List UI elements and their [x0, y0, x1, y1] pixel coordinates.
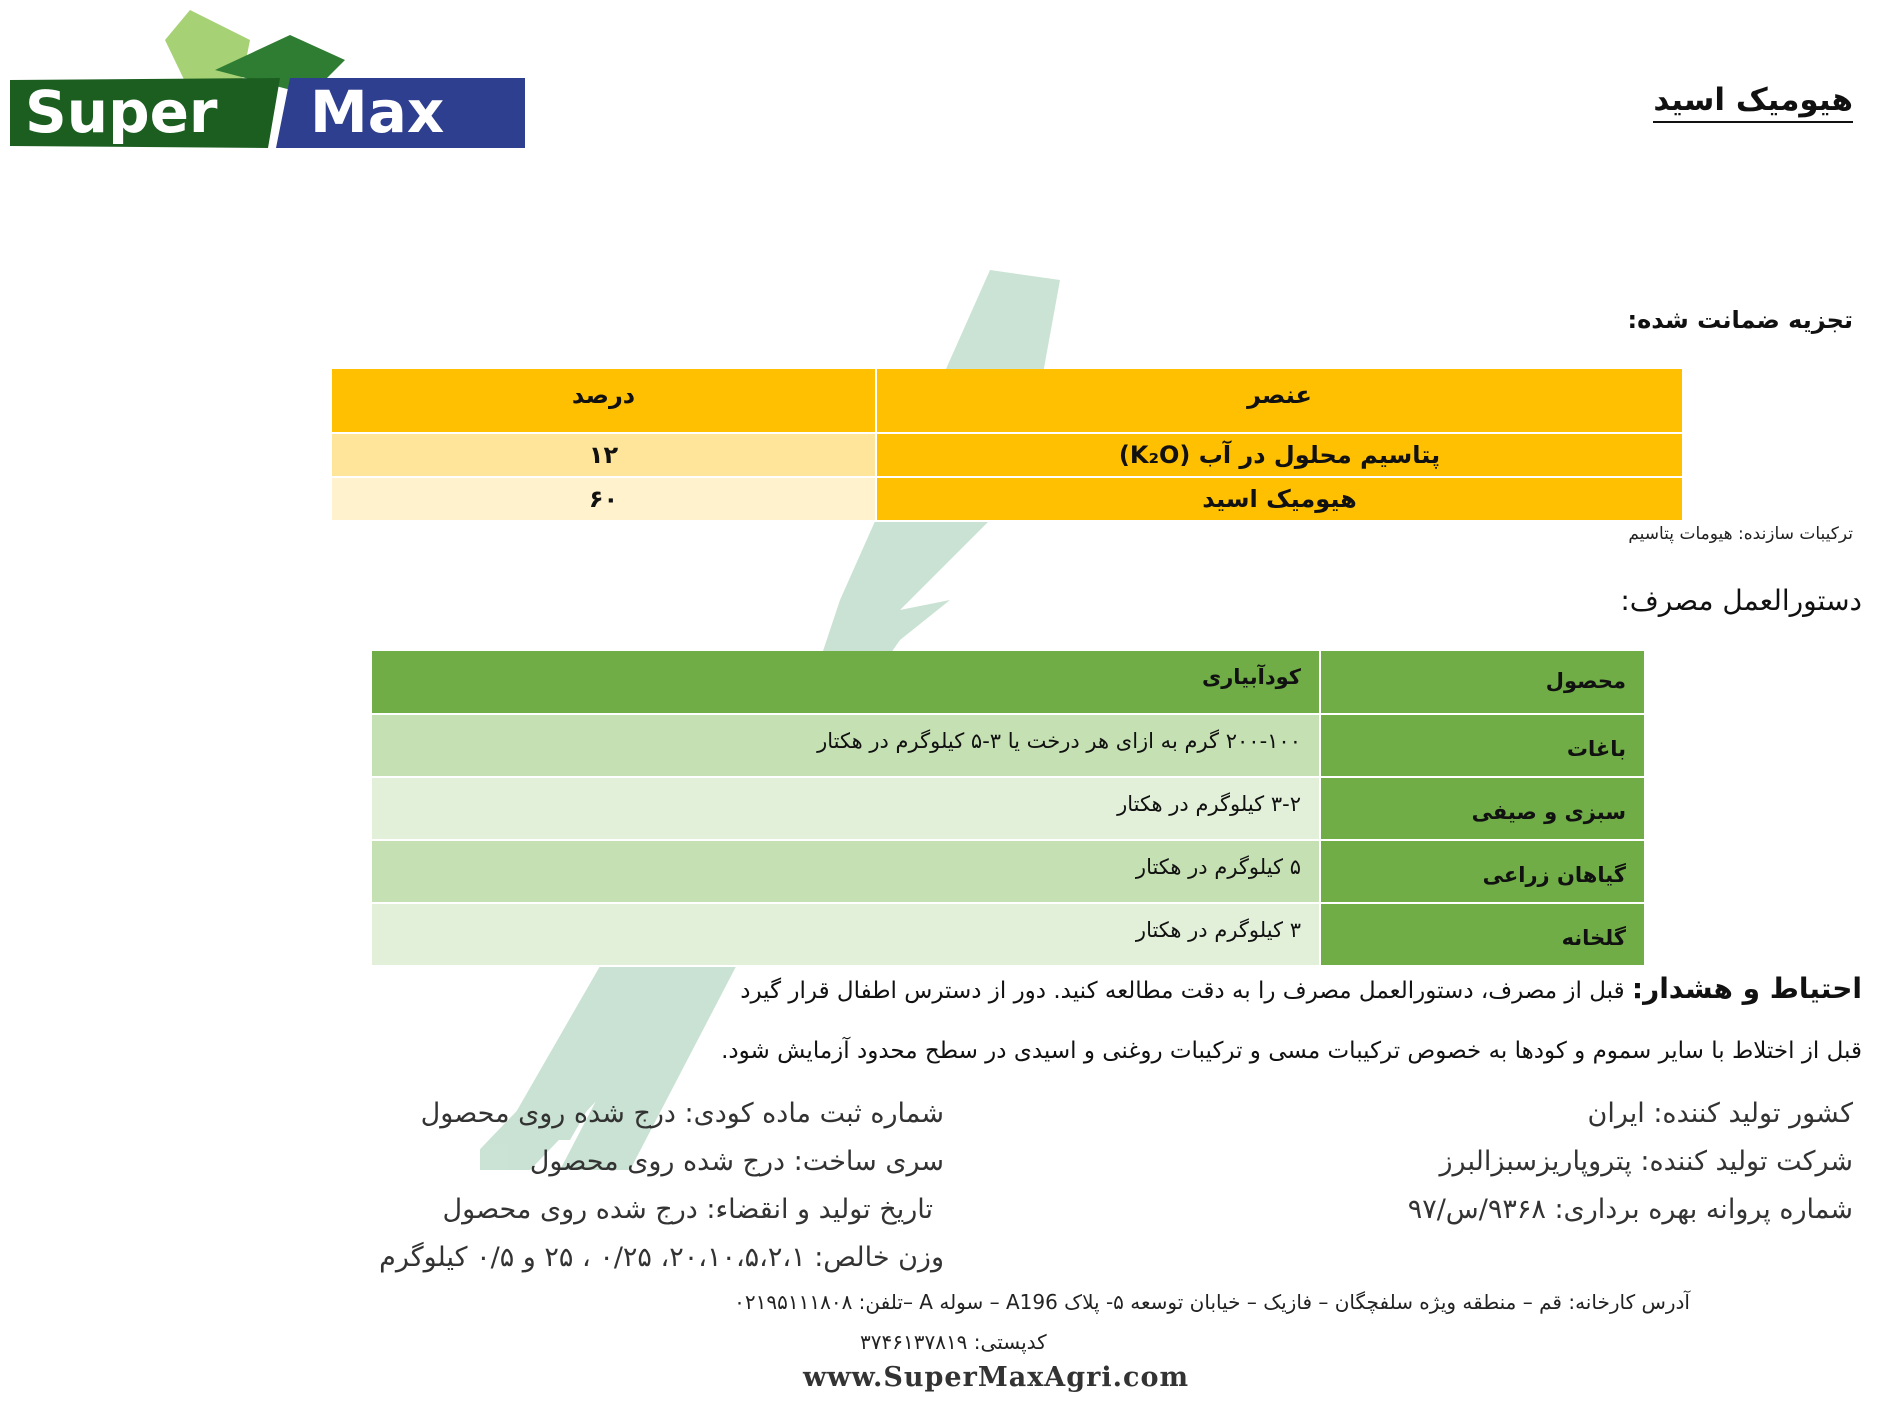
- usage-rate-cell: ۳ کیلوگرم در هکتار: [372, 903, 1320, 966]
- logo-text-max: Max: [310, 78, 445, 146]
- page-title: هیومیک اسید: [1653, 82, 1853, 123]
- usage-product-cell: باغات: [1320, 714, 1644, 777]
- analysis-percent-cell: ۶۰: [332, 477, 876, 521]
- analysis-percent-cell: ۱۲: [332, 433, 876, 477]
- supermax-logo: [0, 0, 540, 160]
- analysis-element-cell: پتاسیم محلول در آب (K₂O): [876, 433, 1682, 477]
- info-license: شماره پروانه بهره برداری: ۹۳۶۸/س/۹۷: [1407, 1194, 1853, 1225]
- table-row: [372, 903, 1644, 966]
- mixing-note: قبل از اختلاط با سایر سموم و کودها به خصوص ترکیبات مسی و ترکیبات روغنی و اسیدی در سطح محدود آزمایش شود.: [721, 1038, 1862, 1064]
- analysis-header-row: [332, 369, 1682, 433]
- website-link[interactable]: www.SuperMaxAgri.com: [803, 1362, 1190, 1393]
- caution-line: [740, 972, 1862, 1005]
- table-row: [372, 840, 1644, 903]
- usage-rate-cell: ۳-۲ کیلوگرم در هکتار: [372, 777, 1320, 840]
- usage-rate-cell: ۲۰۰-۱۰۰ گرم به ازای هر درخت یا ۳-۵ کیلوگرم در هکتار: [372, 714, 1320, 777]
- usage-table: [372, 651, 1644, 967]
- components-line: ترکیبات سازنده: هیومات پتاسیم: [1628, 524, 1853, 544]
- info-batch: سری ساخت: درج شده روی محصول: [529, 1146, 944, 1177]
- info-registration: شماره ثبت ماده کودی: درج شده روی محصول: [420, 1098, 944, 1129]
- factory-address: آدرس کارخانه: قم – منطقه ویژه سلفچگان – فازیک – خیابان توسعه ۵- پلاک A196 – سوله A –تلفن: ۰۲۱۹۵۱۱۱۸۰۸: [734, 1290, 1690, 1314]
- usage-product-cell: گلخانه: [1320, 903, 1644, 966]
- usage-header-product: محصول: [1320, 651, 1644, 714]
- guaranteed-analysis-heading: تجزیه ضمانت شده:: [1627, 306, 1853, 334]
- caution-label: احتیاط و هشدار:: [1631, 972, 1862, 1005]
- usage-heading: دستورالعمل مصرف:: [1620, 584, 1862, 617]
- table-row: [372, 714, 1644, 777]
- logo-text-super: Super: [25, 78, 218, 146]
- analysis-header-element: عنصر: [876, 369, 1682, 433]
- usage-header-row: [372, 651, 1644, 714]
- info-dates: تاریخ تولید و انقضاء: درج شده روی محصول: [442, 1194, 933, 1225]
- analysis-table: [332, 369, 1682, 522]
- caution-text: قبل از مصرف، دستورالعمل مصرف را به دقت مطالعه کنید. دور از دسترس اطفال قرار گیرد: [740, 978, 1632, 1004]
- info-country: کشور تولید کننده: ایران: [1587, 1098, 1853, 1129]
- info-company: شرکت تولید کننده: پتروپاریزسبزالبرز: [1439, 1146, 1853, 1177]
- table-row: [332, 433, 1682, 477]
- postal-code: کدپستی: ۳۷۴۶۱۳۷۸۱۹: [860, 1330, 1047, 1354]
- usage-product-cell: سبزی و صیفی: [1320, 777, 1644, 840]
- usage-header-rate: کودآبیاری: [372, 651, 1320, 714]
- usage-product-cell: گیاهان زراعی: [1320, 840, 1644, 903]
- analysis-header-percent: درصد: [332, 369, 876, 433]
- usage-rate-cell: ۵ کیلوگرم در هکتار: [372, 840, 1320, 903]
- analysis-element-cell: هیومیک اسید: [876, 477, 1682, 521]
- info-net-weight: وزن خالص: ۲۰،۱۰،۵،۲،۱، ۰/۲۵ ، ۲۵ و ۰/۵ کیلوگرم: [379, 1242, 944, 1273]
- table-row: [372, 777, 1644, 840]
- table-row: [332, 477, 1682, 521]
